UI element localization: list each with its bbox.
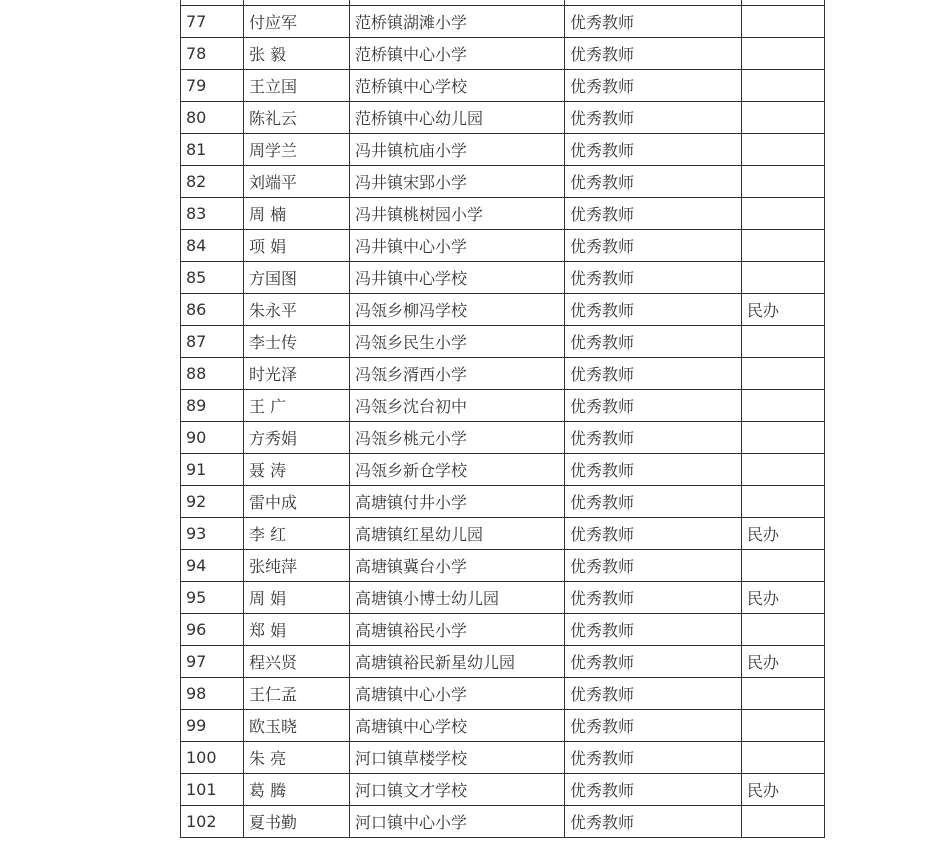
cell-note: 民办 [742,294,825,326]
cell-award: 优秀教师 [565,486,742,518]
cell-school: 冯瓴乡桃元小学 [350,422,565,454]
cell-award: 优秀教师 [565,582,742,614]
table-row [181,742,825,774]
cell-award: 优秀教师 [565,422,742,454]
cell-name: 项 娟 [244,230,350,262]
cell-name: 付应军 [244,6,350,38]
cell-school: 河口镇中心小学 [350,806,565,838]
cell-award: 优秀教师 [565,550,742,582]
cell-award: 优秀教师 [565,518,742,550]
cell-number: 81 [181,134,244,166]
table-row [181,806,825,838]
cell-school: 高塘镇冀台小学 [350,550,565,582]
cell-school: 冯瓴乡新仓学校 [350,454,565,486]
cell-school: 冯井镇杭庙小学 [350,134,565,166]
cell-number: 91 [181,454,244,486]
cell-note [742,102,825,134]
cell-school: 范桥镇中心小学 [350,38,565,70]
cell-award: 优秀教师 [565,358,742,390]
cell-number: 77 [181,6,244,38]
cell-note [742,678,825,710]
cell-number: 93 [181,518,244,550]
table-row [181,678,825,710]
table-row [181,198,825,230]
table-row [181,518,825,550]
cell-name: 张 毅 [244,38,350,70]
cell-name: 欧玉晓 [244,710,350,742]
cell-school: 范桥镇中心学校 [350,70,565,102]
cell-note [742,422,825,454]
table-row [181,294,825,326]
cell-award: 优秀教师 [565,806,742,838]
table-row [181,262,825,294]
cell-school: 高塘镇小博士幼儿园 [350,582,565,614]
cell-number: 96 [181,614,244,646]
cell-name: 程兴贤 [244,646,350,678]
cell-award: 优秀教师 [565,38,742,70]
table-row [181,358,825,390]
table-row [181,710,825,742]
cell-number: 83 [181,198,244,230]
cell-school: 范桥镇中心幼儿园 [350,102,565,134]
cell-note: 民办 [742,582,825,614]
cell-note: 民办 [742,646,825,678]
cell-school: 高塘镇付井小学 [350,486,565,518]
cell-school: 冯瓴乡民生小学 [350,326,565,358]
cell-name: 时光泽 [244,358,350,390]
cell-name: 雷中成 [244,486,350,518]
cell-number: 100 [181,742,244,774]
table-row [181,166,825,198]
cell-award: 优秀教师 [565,262,742,294]
cell-note [742,198,825,230]
cell-name: 李 红 [244,518,350,550]
cell-school: 河口镇草楼学校 [350,742,565,774]
cell-number: 102 [181,806,244,838]
cell-award: 优秀教师 [565,646,742,678]
cell-number: 95 [181,582,244,614]
cell-note [742,326,825,358]
cell-school: 冯井镇宋郢小学 [350,166,565,198]
cell-school: 高塘镇中心学校 [350,710,565,742]
table-row [181,646,825,678]
cell-award: 优秀教师 [565,70,742,102]
cell-name: 张纯萍 [244,550,350,582]
table-row [181,422,825,454]
table-row [181,486,825,518]
cell-note [742,262,825,294]
cell-note [742,70,825,102]
table-row [181,134,825,166]
cell-name: 周 娟 [244,582,350,614]
cell-note [742,166,825,198]
cell-note [742,710,825,742]
cell-school: 冯井镇桃树园小学 [350,198,565,230]
cell-number: 84 [181,230,244,262]
table-row [181,454,825,486]
cell-note [742,454,825,486]
cell-name: 周 楠 [244,198,350,230]
cell-note [742,742,825,774]
cell-number: 78 [181,38,244,70]
table-row [181,582,825,614]
cell-name: 聂 涛 [244,454,350,486]
cell-number: 82 [181,166,244,198]
cell-note: 民办 [742,518,825,550]
cell-number: 90 [181,422,244,454]
cell-number: 101 [181,774,244,806]
cell-award: 优秀教师 [565,614,742,646]
cell-name: 刘端平 [244,166,350,198]
cell-name: 李士传 [244,326,350,358]
table-row [181,38,825,70]
cell-award: 优秀教师 [565,390,742,422]
cell-school: 冯井镇中心学校 [350,262,565,294]
cell-school: 高塘镇裕民小学 [350,614,565,646]
cell-school: 冯井镇中心小学 [350,230,565,262]
table-row [181,614,825,646]
cell-number: 79 [181,70,244,102]
cell-name: 王立国 [244,70,350,102]
table-row [181,550,825,582]
cell-award: 优秀教师 [565,294,742,326]
cell-number: 85 [181,262,244,294]
cell-note [742,6,825,38]
cell-school: 高塘镇中心小学 [350,678,565,710]
cell-name: 郑 娟 [244,614,350,646]
cell-note [742,38,825,70]
cell-name: 朱永平 [244,294,350,326]
cell-school: 高塘镇裕民新星幼儿园 [350,646,565,678]
cell-school: 高塘镇红星幼儿园 [350,518,565,550]
cell-number: 98 [181,678,244,710]
cell-award: 优秀教师 [565,454,742,486]
cell-number: 97 [181,646,244,678]
cell-award: 优秀教师 [565,6,742,38]
cell-award: 优秀教师 [565,166,742,198]
cell-note [742,806,825,838]
cell-award: 优秀教师 [565,742,742,774]
roster-body [181,0,825,838]
teacher-roster-table [180,0,825,838]
cell-number: 94 [181,550,244,582]
cell-note [742,550,825,582]
cell-name: 方国图 [244,262,350,294]
table-row [181,774,825,806]
cell-school: 冯瓴乡湑西小学 [350,358,565,390]
cell-name: 陈礼云 [244,102,350,134]
table-row [181,6,825,38]
cell-note [742,390,825,422]
cell-name: 朱 亮 [244,742,350,774]
cell-award: 优秀教师 [565,710,742,742]
table-row [181,326,825,358]
cell-note [742,230,825,262]
cell-award: 优秀教师 [565,198,742,230]
cell-note [742,486,825,518]
cell-school: 范桥镇湖滩小学 [350,6,565,38]
cell-number: 89 [181,390,244,422]
cell-number: 87 [181,326,244,358]
cell-name: 方秀娟 [244,422,350,454]
cell-note: 民办 [742,774,825,806]
table-row [181,70,825,102]
cell-award: 优秀教师 [565,678,742,710]
cell-school: 冯瓴乡柳冯学校 [350,294,565,326]
cell-number: 88 [181,358,244,390]
cell-school: 冯瓴乡沈台初中 [350,390,565,422]
cell-note [742,614,825,646]
cell-name: 王 广 [244,390,350,422]
cell-school: 河口镇文才学校 [350,774,565,806]
cell-note [742,134,825,166]
cell-name: 王仁孟 [244,678,350,710]
cell-award: 优秀教师 [565,774,742,806]
cell-name: 葛 腾 [244,774,350,806]
table-row [181,390,825,422]
cell-award: 优秀教师 [565,134,742,166]
cell-award: 优秀教师 [565,102,742,134]
cell-number: 86 [181,294,244,326]
cell-award: 优秀教师 [565,326,742,358]
cell-note [742,358,825,390]
cell-name: 周学兰 [244,134,350,166]
table-row [181,230,825,262]
cell-number: 92 [181,486,244,518]
cell-number: 80 [181,102,244,134]
table-row [181,102,825,134]
cell-award: 优秀教师 [565,230,742,262]
cell-name: 夏书勤 [244,806,350,838]
cell-number: 99 [181,710,244,742]
